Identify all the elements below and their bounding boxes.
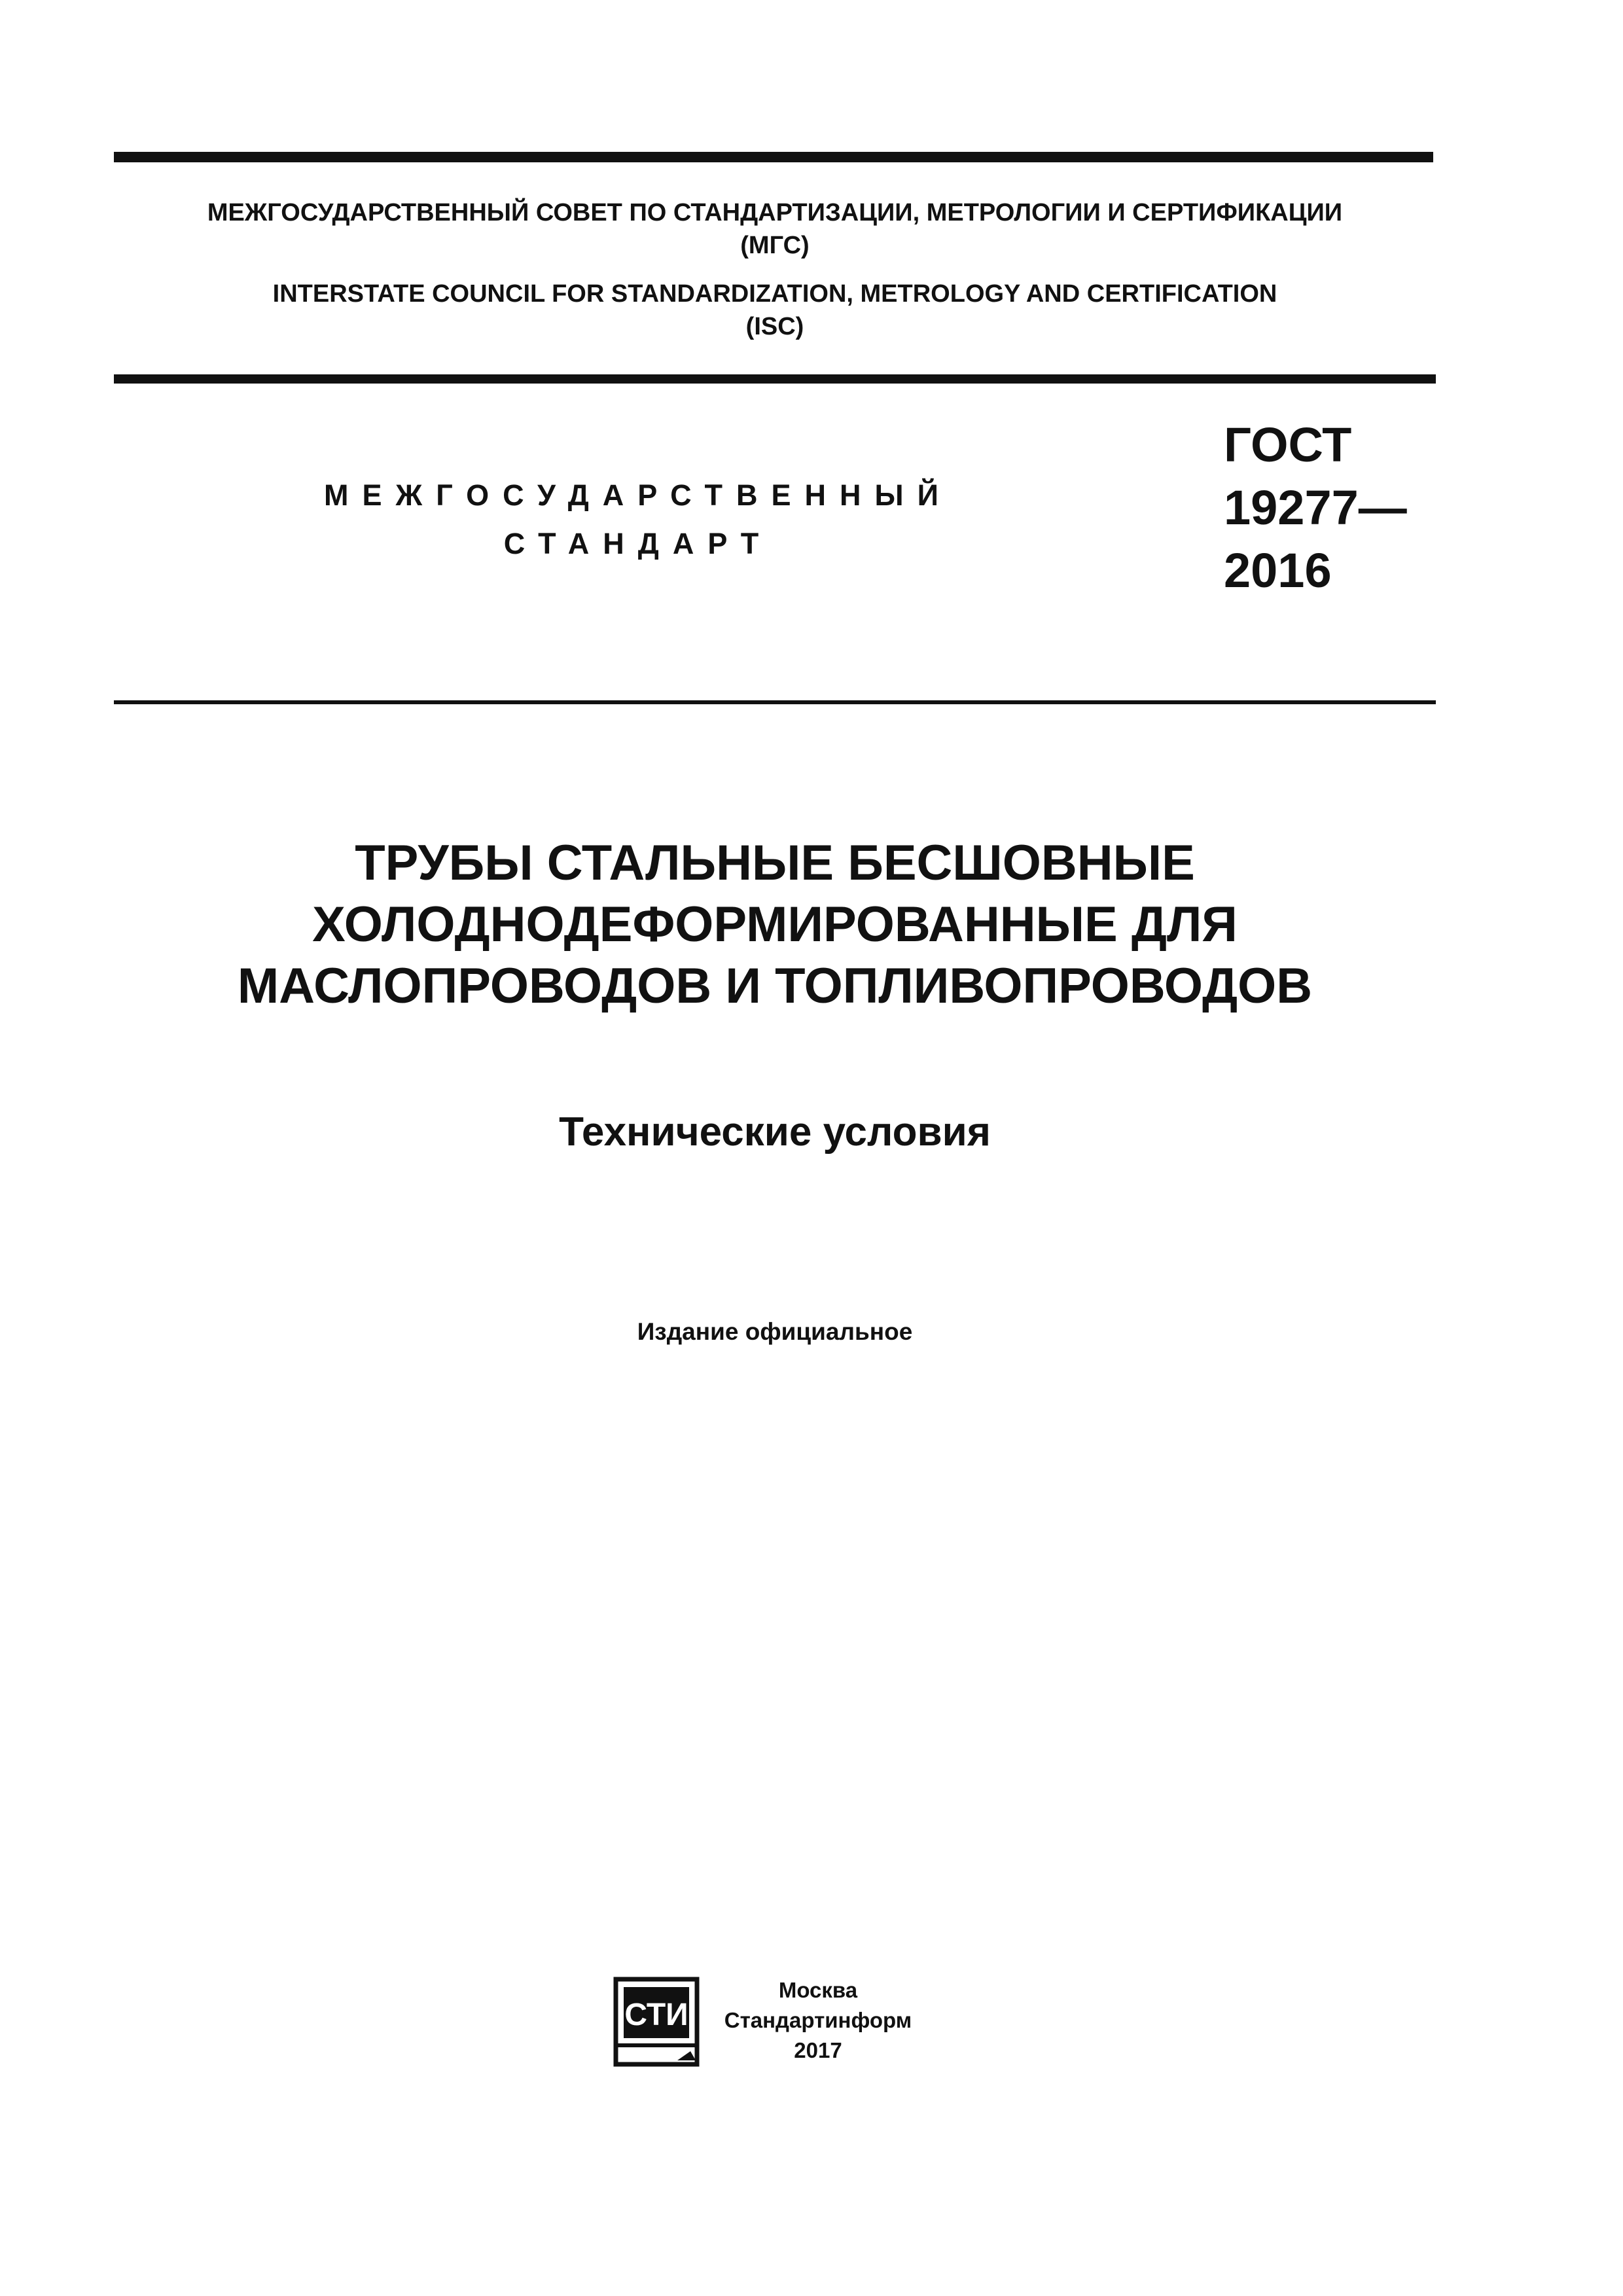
svg-text:СТИ: СТИ — [624, 1998, 688, 2032]
standard-type-line2: СТАНДАРТ — [503, 527, 773, 560]
council-abbr-en: (ISC) — [745, 313, 804, 340]
title-line3: МАСЛОПРОВОДОВ И ТОПЛИВОПРОВОДОВ — [237, 958, 1313, 1014]
council-abbr-ru: (МГС) — [740, 232, 810, 259]
publication-year: 2017 — [794, 2038, 842, 2062]
title-line1: ТРУБЫ СТАЛЬНЫЕ БЕСШОВНЫЕ — [355, 835, 1195, 891]
standard-type-label — [301, 471, 975, 568]
gost-year: 2016 — [1224, 543, 1332, 598]
title-line2: ХОЛОДНОДЕФОРМИРОВАННЫЕ ДЛЯ — [312, 897, 1238, 952]
publisher-city: Москва — [778, 1978, 858, 2002]
document-title — [114, 833, 1436, 1017]
publisher-block — [720, 1975, 916, 2066]
council-header — [114, 196, 1436, 343]
council-name-en: INTERSTATE COUNCIL FOR STANDARDIZATION, METROLOGY AND CERTIFICATION — [272, 280, 1277, 308]
standartinform-logo-icon — [612, 1970, 704, 2068]
council-name-ru: МЕЖГОСУДАРСТВЕННЫЙ СОВЕТ ПО СТАНДАРТИЗАЦИИ, МЕТРОЛОГИИ И СЕРТИФИКАЦИИ — [207, 199, 1343, 226]
lower-rule — [114, 700, 1436, 704]
middle-rule — [114, 374, 1436, 384]
gost-code: 19277— — [1224, 480, 1407, 535]
top-rule — [114, 152, 1433, 162]
gost-prefix: ГОСТ — [1224, 418, 1352, 472]
document-subtitle: Технические условия — [559, 1109, 991, 1155]
gost-number — [1224, 414, 1407, 602]
standard-type-line1: МЕЖГОСУДАРСТВЕННЫЙ — [324, 478, 952, 512]
edition-note: Издание официальное — [637, 1318, 913, 1345]
publisher-name: Стандартинформ — [724, 2008, 912, 2032]
